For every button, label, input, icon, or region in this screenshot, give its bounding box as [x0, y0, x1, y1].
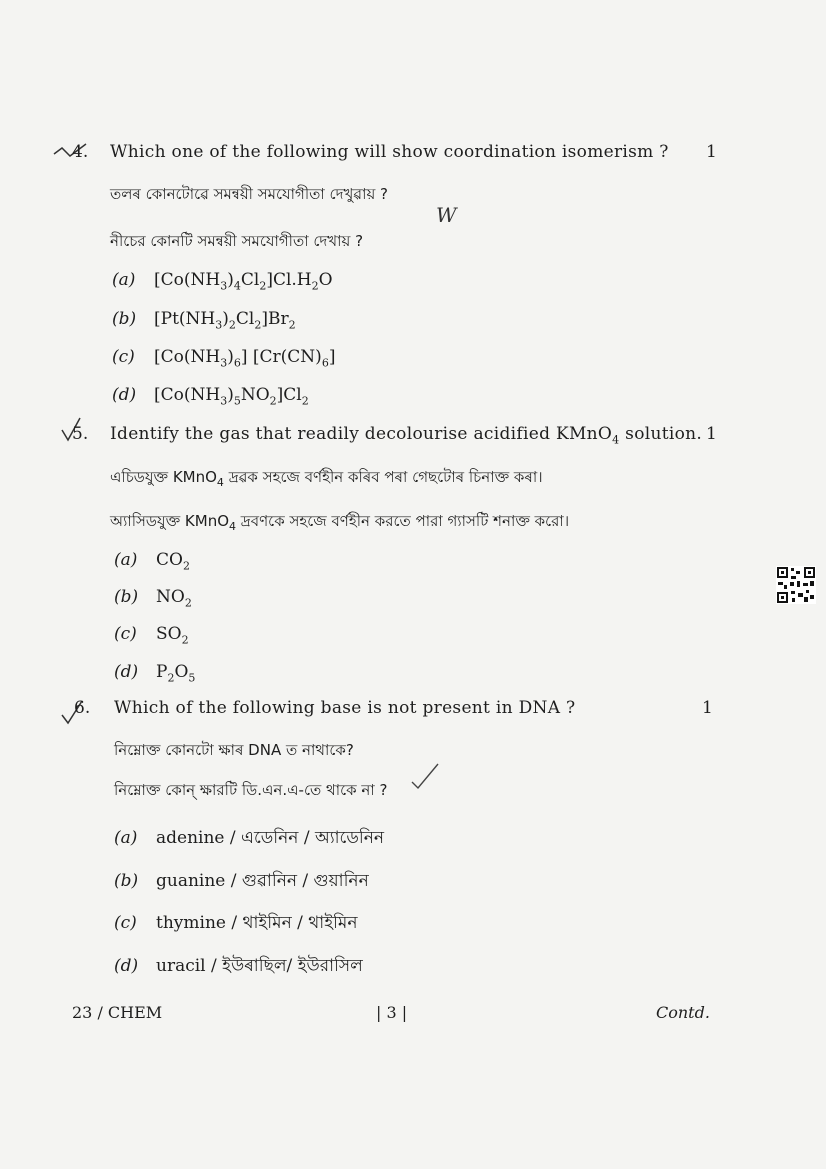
option-c — [112, 347, 335, 369]
option-c — [114, 624, 189, 646]
option-value: $[Co(NH_3)_6]$ $[Cr(CN)_6]$ — [154, 347, 336, 370]
option-value: uracil / ইউৰাছিল/ ইউরাসিল — [156, 956, 363, 976]
option-d — [112, 385, 309, 407]
question-text-bengali: অ্যাসিডযুক্ত KMnO$_4$ দ্রবণকে সহজে বর্ণহীন করতে পারা গ্যাসটি শনাক্ত করো। — [110, 512, 570, 533]
question-number: 6. — [74, 698, 91, 718]
option-label: (c) — [114, 913, 137, 933]
option-label: (b) — [114, 871, 139, 891]
option-label: (a) — [114, 828, 138, 848]
option-label: (a) — [114, 550, 138, 570]
question-text-bengali: নিম্নোক্ত কোন্ ক্ষারটি ডি.এন.এ-তে থাকে না ? — [114, 781, 388, 799]
option-value: adenine / এডেনিন / অ্যাডেনিন — [156, 828, 385, 848]
option-value: $[Co(NH_3)_4Cl_2]Cl.H_2O$ — [154, 270, 333, 293]
option-b — [114, 587, 192, 609]
option-value: $[Co(NH_3)_5NO_2]Cl_2$ — [154, 385, 309, 408]
option-label: (d) — [112, 385, 137, 405]
question-number: 5. — [72, 424, 89, 444]
option-label: (c) — [114, 624, 137, 644]
continued-label: Contd. — [656, 1003, 710, 1022]
page-number: | 3 | — [376, 1003, 408, 1022]
question-marks: 1 — [702, 698, 713, 718]
option-d — [114, 662, 195, 684]
option-value: guanine / গুৱানিন / গুয়ানিন — [156, 871, 369, 891]
option-a — [114, 825, 384, 853]
option-a — [114, 550, 190, 572]
qr-code-icon — [776, 566, 816, 604]
handwritten-check-icon — [410, 760, 440, 790]
option-value: $P_2O_5$ — [156, 662, 196, 685]
option-label: (b) — [114, 587, 139, 607]
paper-code: 23 / CHEM — [72, 1003, 163, 1022]
option-value: thymine / থাইমিন / থাইমিন — [156, 913, 358, 933]
option-b — [114, 868, 369, 896]
option-label: (d) — [114, 956, 139, 976]
question-marks: 1 — [706, 424, 717, 444]
question-text-bengali: নীচের কোনটি সমন্বয়ী সমযোগীতা দেখায় ? — [110, 232, 364, 250]
question-text-assamese: এচিডযুক্ত KMnO$_4$ দ্ৰৱক সহজে বৰ্ণহীন কৰিব পৰা গেছটোৰ চিনাক্ত কৰা। — [110, 468, 543, 489]
question-text-en: Which of the following base is not present in DNA ? — [114, 698, 576, 718]
option-value: $[Pt(NH_3)_2Cl_2]Br_2$ — [154, 309, 296, 332]
option-label: (b) — [112, 309, 137, 329]
handwritten-annotation: W — [436, 203, 457, 227]
option-a — [112, 270, 333, 292]
option-value: $SO_2$ — [156, 624, 189, 647]
option-label: (a) — [112, 270, 136, 290]
option-b — [112, 309, 296, 331]
option-d — [114, 953, 363, 981]
option-value: $CO_2$ — [156, 550, 190, 573]
question-text-assamese: তলৰ কোনটোৱে সমন্বয়ী সমযোগীতা দেখুৱায় ? — [110, 185, 389, 203]
option-c — [114, 910, 357, 938]
option-value: $NO_2$ — [156, 587, 192, 610]
question-marks: 1 — [706, 142, 717, 162]
question-text-assamese: নিম্নোক্ত কোনটো ক্ষাৰ DNA ত নাথাকে? — [114, 741, 354, 759]
question-text-en: Identify the gas that readily decolourise acidified KMnO$_4$ solution. — [110, 424, 703, 447]
option-label: (c) — [112, 347, 135, 367]
option-label: (d) — [114, 662, 139, 682]
question-text-en: Which one of the following will show coordination isomerism ? — [110, 142, 669, 162]
question-number: 4. — [72, 142, 89, 162]
